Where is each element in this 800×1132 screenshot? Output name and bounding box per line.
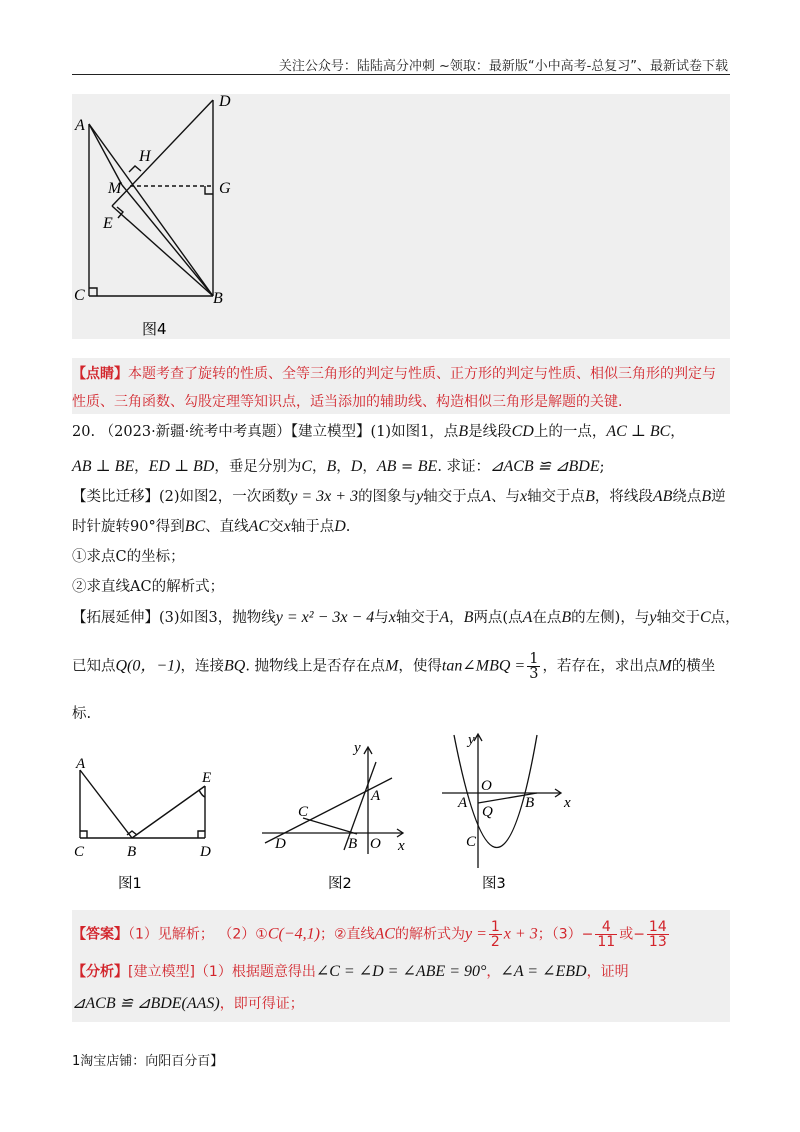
svg-text:x: x (564, 795, 571, 811)
svg-text:E: E (202, 770, 212, 786)
svg-text:C: C (466, 834, 477, 850)
analysis-line-1: 【分析】[建立模型]（1）根据题意得出∠C = ∠D = ∠ABE = 90°，∠A = ∠EBD，证明 (72, 963, 629, 980)
analysis-tag: 【分析】 (72, 964, 128, 980)
svg-text:A: A (458, 795, 468, 811)
figures-row (72, 730, 672, 905)
dianjing-tag: 【点睛】 (72, 366, 128, 382)
problem-line-1: 20. （2023·新疆·统考中考真题）【建立模型】(1)如图1，点B是线段CD上的一点，AC ⊥ BC， (72, 423, 685, 440)
fraction-14-13: $\frac{14}{13}$ (648, 919, 667, 950)
svg-text:y: y (468, 732, 475, 748)
svg-text:C: C (298, 804, 309, 820)
svg-text:B: B (127, 844, 137, 860)
fig4-label-A: A (75, 117, 85, 134)
page-footer: 1淘宝店铺：向阳百分百】 (72, 1054, 224, 1069)
fraction-one-half: $\frac{1}{2}$ (490, 919, 500, 950)
figure-1 (74, 756, 211, 892)
figure-2 (262, 740, 405, 892)
problem-line-6: ②求直线AC的解析式； (72, 579, 225, 595)
fig4-label-M: M (108, 180, 122, 197)
svg-text:D: D (275, 836, 286, 852)
svg-text:C: C (74, 844, 85, 860)
svg-text:O: O (481, 778, 492, 794)
fig4-caption: 图4 (142, 320, 167, 338)
svg-text:x: x (398, 838, 405, 854)
problem-line-9: 标. (72, 706, 92, 722)
analysis-line-2: ⊿ACB ≌ ⊿BDE(AAS)，即可得证； (72, 995, 304, 1012)
answer-line: 【答案】（1）见解析； （2）①C(−4,1)；②直线AC的解析式为y = $\frac{1}{2}$ x + 3；（3）− $\frac{4}{11}$ 或− $\frac{14}{13}$ (72, 919, 667, 950)
fraction-one-third: $\frac{1}{3}$ (529, 651, 539, 682)
fig4-label-H: H (139, 148, 151, 165)
figure-3 (442, 732, 571, 892)
svg-text:y: y (354, 740, 361, 756)
fig2-caption: 图2 (328, 876, 352, 892)
fig4-label-D: D (219, 94, 231, 110)
answer-tag: 【答案】 (72, 926, 128, 943)
figure-4 (72, 94, 252, 339)
svg-text:B: B (525, 795, 535, 811)
dianjing-line-2: 性质、三角函数、勾股定理等知识点，适当添加的辅助线、构造相似三角形是解题的关键. (72, 394, 623, 410)
fraction-4-11: $\frac{4}{11}$ (597, 919, 616, 950)
problem-line-7: 【拓展延伸】(3)如图3，抛物线y = x² − 3x − 4与x轴交于A，B两点(点A在点B的左侧)，与y轴交于C点， (72, 609, 740, 626)
fig1-caption: 图1 (118, 876, 142, 892)
problem-line-5: ①求点C的坐标； (72, 549, 185, 565)
svg-text:D: D (200, 844, 211, 860)
problem-line-2: AB ⊥ BE，ED ⊥ BD，垂足分别为C，B，D，AB = BE. 求证：⊿ACB ≌ ⊿BDE; (72, 458, 605, 475)
svg-text:O: O (370, 836, 381, 852)
svg-text:A: A (371, 788, 381, 804)
fig4-label-E: E (103, 215, 113, 232)
figure-4-panel (72, 94, 730, 339)
svg-text:A: A (76, 756, 86, 772)
fig4-label-B: B (213, 290, 223, 307)
problem-line-8: 已知点Q(0，−1)，连接BQ. 抛物线上是否存在点M，使得tan∠MBQ = $\frac{1}{3}$ ，若存在，求出点M的横坐 (72, 651, 716, 682)
dianjing-line-1: 【点睛】本题考查了旋转的性质、全等三角形的判定与性质、正方形的判定与性质、相似三角形的判定与 (72, 366, 716, 382)
header-rule (72, 74, 730, 75)
page-header: 关注公众号：陆陆高分冲刺 ~领取：最新版“小中高考-总复习”、最新试卷下载 (278, 59, 728, 74)
problem-line-4: 时针旋转90°得到BC、直线AC交x轴于点D. (72, 518, 351, 535)
fig3-caption: 图3 (482, 876, 506, 892)
svg-text:B: B (348, 836, 358, 852)
svg-text:Q: Q (482, 804, 493, 820)
fig4-label-C: C (74, 287, 85, 304)
problem-line-3: 【类比迁移】(2)如图2，一次函数y = 3x + 3的图象与y轴交于点A、与x轴交于点B，将线段AB绕点B逆 (72, 488, 726, 505)
fig4-label-G: G (219, 180, 231, 197)
